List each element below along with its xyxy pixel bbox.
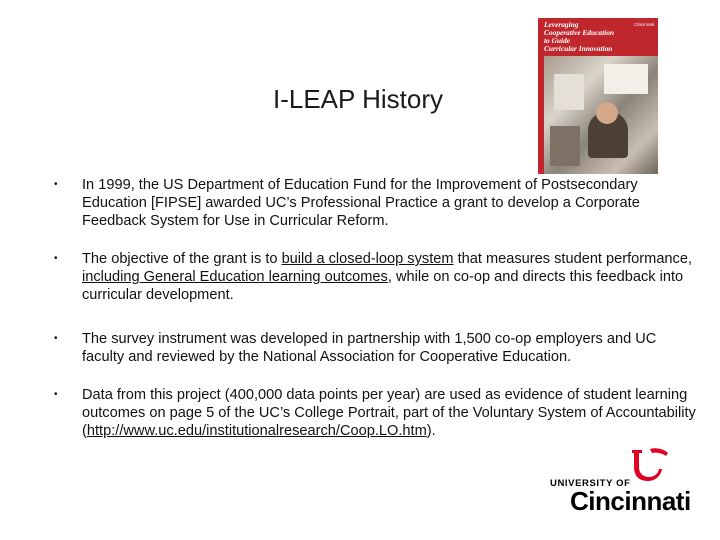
bullet-dot-icon: • xyxy=(54,253,58,264)
bullet-text xyxy=(82,176,700,231)
university-logo xyxy=(550,450,700,520)
cover-title-line: Leveraging xyxy=(544,20,579,29)
accountability-link[interactable]: http://www.uc.edu/institutionalresearch/Coop.LO.htm xyxy=(86,423,427,440)
logo-university-of: UNIVERSITY OF xyxy=(550,478,631,489)
bullet-text-segment: In 1999, the US Department of Education Fund for the Improvement of Postsecondary Education [FIPSE] awarded UC’s Professional Practice a grant to develop a Corporate Feedback System for Use in Curricular Reform. xyxy=(82,177,640,230)
bullet-text-segment: , while on co-op and directs this feedback into curricular development. xyxy=(82,269,684,304)
bullet-text xyxy=(82,330,700,366)
bullet-text-segment: The objective of the grant is to xyxy=(82,251,282,267)
uc-monogram-icon xyxy=(628,447,678,485)
bullet-dot-icon: • xyxy=(54,389,58,400)
cover-title-line: Cooperative Education xyxy=(544,28,615,37)
report-cover-image xyxy=(538,18,658,174)
cover-title-line: Curricular Innovation xyxy=(544,44,613,53)
bullet-dot-icon: • xyxy=(54,333,58,344)
bullet-text-segment: that measures student performance, xyxy=(453,251,693,267)
bullet-text-segment: Data from this project (400,000 data points per year) are used as evidence of student learning outcomes on page 5 of the UC’s College Portrait, part of the Voluntary System of Accountability ( xyxy=(82,387,696,440)
bullet-text xyxy=(82,250,700,305)
bullet-text xyxy=(82,386,700,441)
cover-logo: Cincinnati xyxy=(634,22,654,27)
underlined-phrase: including General Education learning outcomes xyxy=(82,269,388,286)
slide-title: I-LEAP History xyxy=(272,84,443,114)
cover-title xyxy=(544,21,636,53)
logo-university-name: Cincinnati xyxy=(570,486,691,516)
bullet-text-segment: The survey instrument was developed in partnership with 1,500 co-op employers and UC faculty and reviewed by the National Association for Cooperative Education. xyxy=(82,331,657,366)
bullet-text-segment: ). xyxy=(426,423,436,440)
underlined-phrase: build a closed-loop system xyxy=(281,251,454,267)
cover-photo xyxy=(544,56,658,174)
cover-title-line: to Guide xyxy=(544,36,571,45)
bullet-dot-icon: • xyxy=(54,179,58,190)
